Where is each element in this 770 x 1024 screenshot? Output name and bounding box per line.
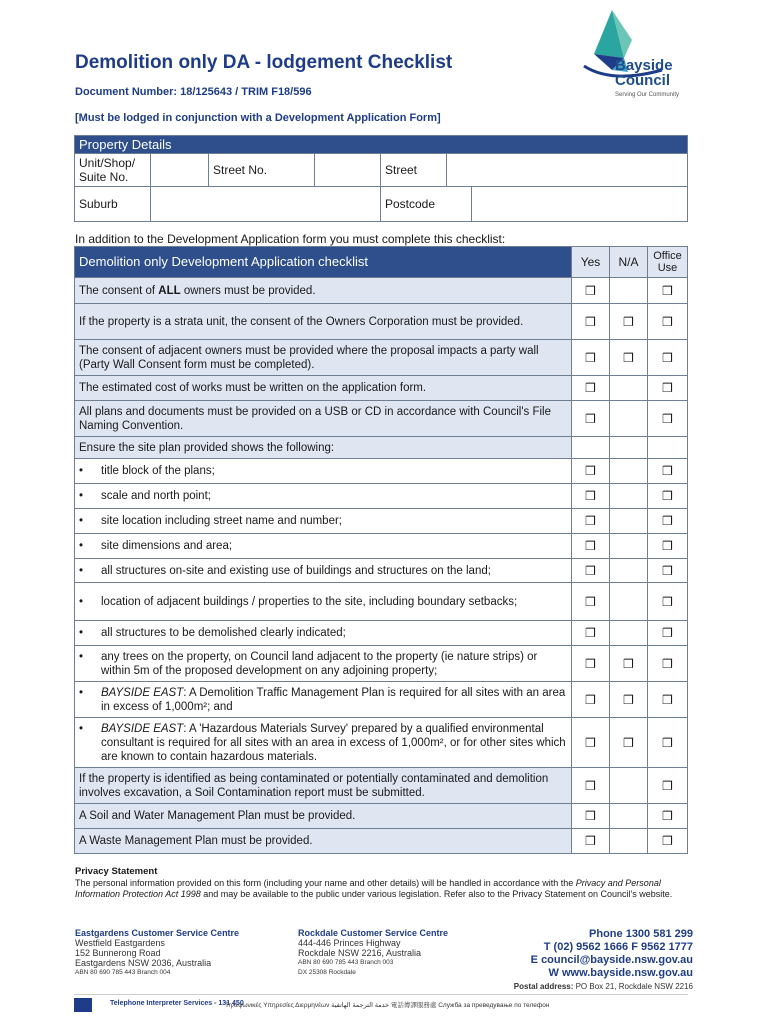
- checklist-row: A Soil and Water Management Plan must be provided.: [75, 804, 572, 829]
- site-plan-item: • title block of the plans;: [75, 459, 572, 484]
- office-checkbox[interactable]: ❒: [648, 718, 688, 768]
- site-plan-item: • scale and north point;: [75, 484, 572, 509]
- office-checkbox[interactable]: ❒: [648, 646, 688, 682]
- email-link[interactable]: E council@bayside.nsw.gov.au: [530, 954, 693, 966]
- yes-checkbox[interactable]: ❒: [572, 278, 610, 304]
- col-na: N/A: [610, 247, 648, 278]
- na-checkbox[interactable]: ❒: [610, 682, 648, 718]
- yes-checkbox[interactable]: ❒: [572, 401, 610, 437]
- site-plan-item: • location of adjacent buildings / properties to the site, including boundary setbacks;: [75, 583, 572, 621]
- col-office-use: Office Use: [648, 247, 688, 278]
- office-checkbox[interactable]: ❒: [648, 509, 688, 534]
- office-checkbox[interactable]: ❒: [648, 534, 688, 559]
- yes-checkbox[interactable]: ❒: [572, 376, 610, 401]
- property-heading: Property Details: [75, 136, 688, 154]
- contact-details: Phone 1300 581 299 T (02) 9562 1666 F 9562 1777 E council@bayside.nsw.gov.au W www.bayside.nsw.gov.au Postal address: PO Box 21, Rockdale NSW 2216: [480, 928, 693, 993]
- privacy-title: Privacy Statement: [75, 866, 158, 877]
- checklist-row: The consent of adjacent owners must be provided where the proposal impacts a party wall (Party Wall Consent form must be completed).: [75, 340, 572, 376]
- footer-divider: [74, 994, 688, 995]
- checklist-row: A Waste Management Plan must be provided.: [75, 829, 572, 854]
- unit-input[interactable]: [151, 154, 209, 187]
- yes-checkbox[interactable]: ❒: [572, 804, 610, 829]
- site-plan-item: • site location including street name and number;: [75, 509, 572, 534]
- office-checkbox[interactable]: ❒: [648, 304, 688, 340]
- yes-checkbox[interactable]: ❒: [572, 583, 610, 621]
- street-input[interactable]: [447, 154, 688, 187]
- yes-checkbox[interactable]: ❒: [572, 768, 610, 804]
- checklist-row: The consent of ALL owners must be provided.: [75, 278, 572, 304]
- office-checkbox[interactable]: ❒: [648, 401, 688, 437]
- site-plan-item: • BAYSIDE EAST: A 'Hazardous Materials Survey' prepared by a qualified environmental consultant is required for all sites with an area in excess of 1,000m², or for other sites which are known to contain hazardous materials.: [75, 718, 572, 768]
- suburb-input[interactable]: [151, 187, 381, 222]
- property-details-table: [74, 135, 688, 222]
- rockdale-address: Rockdale Customer Service Centre 444-446 Princes Highway Rockdale NSW 2216, Australia ABN 80 690 785 443 Branch 003 DX 25308 Rockdale: [298, 928, 449, 976]
- col-yes: Yes: [572, 247, 610, 278]
- office-checkbox[interactable]: ❒: [648, 804, 688, 829]
- office-checkbox[interactable]: ❒: [648, 583, 688, 621]
- office-checkbox[interactable]: ❒: [648, 768, 688, 804]
- privacy-text: The personal information provided on this form (including your name and other details) will be handled in accordance with the Privacy and Personal Information Protection Act 1998 and may be available to the public under various legislation. Refer also to the Privacy Statement on Council's website.: [75, 878, 673, 899]
- office-checkbox[interactable]: ❒: [648, 376, 688, 401]
- office-checkbox[interactable]: ❒: [648, 459, 688, 484]
- yes-checkbox[interactable]: ❒: [572, 509, 610, 534]
- site-plan-item: • any trees on the property, on Council land adjacent to the property (ie nature strips) or within 5m of the proposed development on any adjoining property;: [75, 646, 572, 682]
- site-plan-item: • all structures on-site and existing use of buildings and structures on the land;: [75, 559, 572, 583]
- logo-name: Bayside Council: [615, 57, 673, 89]
- yes-checkbox[interactable]: ❒: [572, 559, 610, 583]
- interpreter-languages: Τηλεφωνικές Υπηρεσίες Διερμηνέων خدمة الترجمة الهاتفية 電話傳譯服務處 Служба за преведување по телефон: [225, 1002, 550, 1009]
- na-checkbox[interactable]: ❒: [610, 646, 648, 682]
- office-checkbox[interactable]: ❒: [648, 484, 688, 509]
- na-checkbox[interactable]: ❒: [610, 304, 648, 340]
- postcode-input[interactable]: [471, 187, 687, 221]
- document-number: Document Number: 18/125643 / TRIM F18/596: [75, 86, 312, 98]
- checklist-row: Ensure the site plan provided shows the following:: [75, 437, 572, 459]
- postcode-label: Postcode: [381, 187, 471, 221]
- checklist-row: All plans and documents must be provided on a USB or CD in accordance with Council's File Naming Convention.: [75, 401, 572, 437]
- office-checkbox[interactable]: ❒: [648, 559, 688, 583]
- yes-checkbox[interactable]: ❒: [572, 829, 610, 854]
- site-plan-item: • site dimensions and area;: [75, 534, 572, 559]
- street-no-input[interactable]: [315, 154, 381, 187]
- website-link[interactable]: W www.bayside.nsw.gov.au: [548, 967, 693, 979]
- office-checkbox[interactable]: ❒: [648, 829, 688, 854]
- office-checkbox[interactable]: ❒: [648, 682, 688, 718]
- suburb-label: Suburb: [75, 187, 151, 222]
- yes-checkbox[interactable]: ❒: [572, 534, 610, 559]
- office-checkbox[interactable]: ❒: [648, 278, 688, 304]
- site-plan-item: • BAYSIDE EAST: A Demolition Traffic Management Plan is required for all sites with an area in excess of 1,000m²; and: [75, 682, 572, 718]
- interpreter-icon: [74, 998, 92, 1012]
- checklist-row: The estimated cost of works must be written on the application form.: [75, 376, 572, 401]
- yes-checkbox[interactable]: ❒: [572, 340, 610, 376]
- yes-checkbox[interactable]: ❒: [572, 646, 610, 682]
- lodgement-note: [Must be lodged in conjunction with a Development Application Form]: [75, 112, 441, 124]
- page-title: Demolition only DA - lodgement Checklist: [75, 52, 453, 73]
- office-checkbox[interactable]: ❒: [648, 621, 688, 646]
- yes-checkbox[interactable]: ❒: [572, 304, 610, 340]
- yes-checkbox[interactable]: ❒: [572, 621, 610, 646]
- yes-checkbox[interactable]: ❒: [572, 459, 610, 484]
- interpreter-service: Telephone Interpreter Services - 131 450: [110, 1000, 244, 1007]
- street-no-label: Street No.: [209, 154, 315, 187]
- checklist-heading: Demolition only Development Application checklist: [75, 247, 572, 278]
- unit-label: Unit/Shop/ Suite No.: [75, 154, 151, 187]
- eastgardens-address: Eastgardens Customer Service Centre Westfield Eastgardens 152 Bunnerong Road Eastgardens NSW 2036, Australia ABN 80 690 785 443 Branch 004: [75, 928, 240, 976]
- site-plan-item: • all structures to be demolished clearly indicated;: [75, 621, 572, 646]
- intro-text: In addition to the Development Application form you must complete this checklist:: [75, 232, 506, 246]
- yes-checkbox[interactable]: ❒: [572, 682, 610, 718]
- street-label: Street: [381, 154, 447, 187]
- office-checkbox[interactable]: ❒: [648, 340, 688, 376]
- na-checkbox[interactable]: ❒: [610, 340, 648, 376]
- yes-checkbox[interactable]: ❒: [572, 718, 610, 768]
- yes-checkbox[interactable]: ❒: [572, 484, 610, 509]
- logo-tagline: Serving Our Community: [615, 92, 680, 98]
- na-checkbox[interactable]: ❒: [610, 718, 648, 768]
- checklist-table: [74, 246, 688, 854]
- checklist-row: If the property is identified as being contaminated or potentially contaminated and demolition involves excavation, a Soil Contamination report must be submitted.: [75, 768, 572, 804]
- checklist-row: If the property is a strata unit, the consent of the Owners Corporation must be provided.: [75, 304, 572, 340]
